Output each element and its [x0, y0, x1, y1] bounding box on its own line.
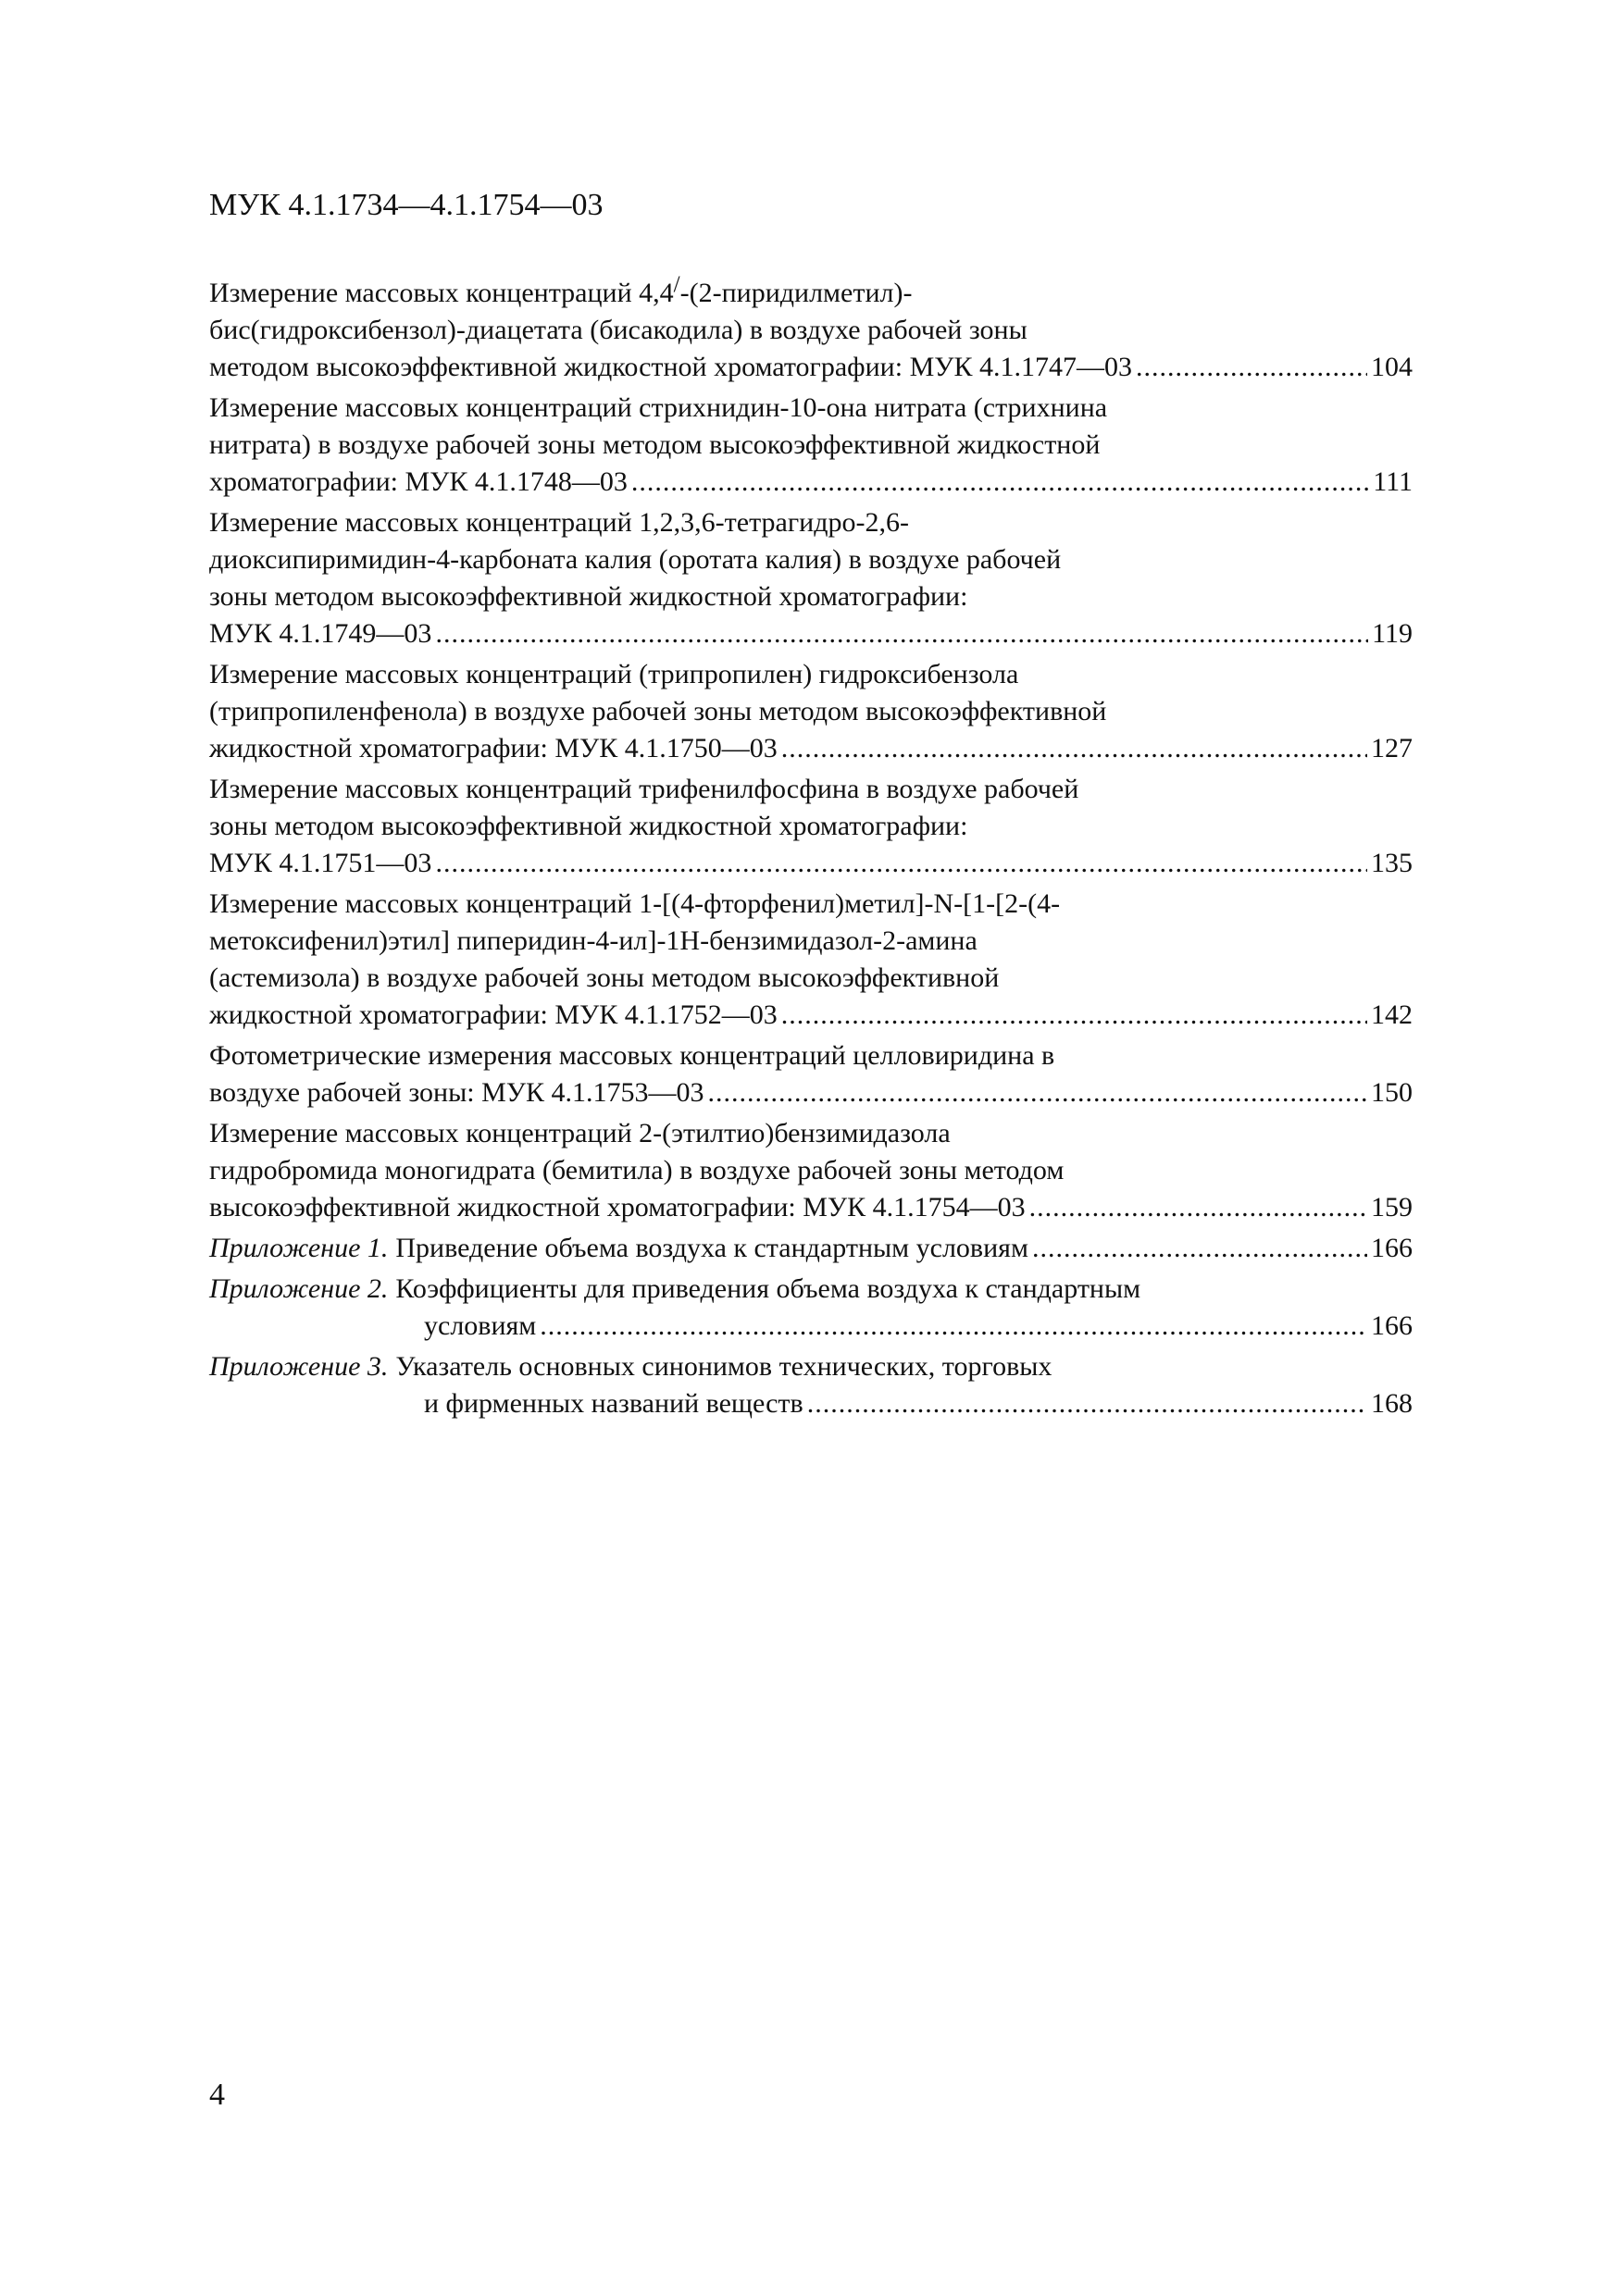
toc-entry-line: (астемизола) в воздухе рабочей зоны методом высокоэффективной: [209, 962, 1000, 993]
toc-entry-line: зоны методом высокоэффективной жидкостной хроматографии:: [209, 581, 968, 612]
toc-entry-line: диоксипиримидин-4-карбоната калия (оротата калия) в воздухе рабочей: [209, 544, 1062, 575]
toc-appendix-entry: [209, 1271, 1413, 1345]
dot-leader: [1032, 1230, 1367, 1267]
toc-entry-text: МУК 4.1.1749—03: [209, 618, 432, 649]
toc-entry-last-line: [209, 1074, 1413, 1111]
toc-entry-line: метоксифенил)этил] пиперидин-4-ил]-1Н-бензимидазол-2-амина: [209, 925, 978, 956]
toc-appendix-line: [209, 1271, 1413, 1308]
dot-leader: [781, 730, 1367, 767]
dot-leader: [1136, 349, 1367, 386]
toc-entry-text: Измерение массовых концентраций 4,4: [209, 278, 674, 308]
dot-leader: [631, 464, 1369, 501]
toc-page-number: 168: [1371, 1388, 1413, 1419]
dot-leader: [435, 845, 1367, 882]
toc-entry-line: (трипропиленфенола) в воздухе рабочей зоны методом высокоэффективной: [209, 696, 1107, 726]
toc-entry: [209, 504, 1413, 652]
toc-entry-line: Измерение массовых концентраций 1-[(4-фторфенил)метил]-N-[1-[2-(4-: [209, 888, 1061, 919]
toc-page-number: 104: [1371, 352, 1413, 382]
toc-entry: [209, 390, 1413, 501]
toc-appendix-entry: [209, 1230, 1413, 1267]
toc-page-number: 135: [1371, 848, 1413, 878]
toc-entry-line: зоны методом высокоэффективной жидкостной хроматографии:: [209, 811, 968, 841]
toc-entry-line: Измерение массовых концентраций стрихнидин-10-она нитрата (стрихнина: [209, 392, 1108, 423]
toc-page-number: 142: [1371, 999, 1413, 1030]
appendix-label: Приложение 2.: [209, 1273, 389, 1304]
toc-entry-line: гидробромида моногидрата (бемитила) в воздухе рабочей зоны методом: [209, 1155, 1065, 1185]
toc-entry-text: методом высокоэффективной жидкостной хроматографии: МУК 4.1.1747—03: [209, 352, 1132, 382]
toc-entry: [209, 267, 1413, 386]
toc-entry-last-line: [209, 997, 1413, 1034]
appendix-label: Приложение 1.: [209, 1233, 389, 1263]
toc-entry-text: и фирменных названий веществ: [424, 1388, 803, 1419]
toc-entry-last-line: [209, 730, 1413, 767]
dot-leader: [435, 615, 1368, 652]
toc-entry-line: Измерение массовых концентраций 1,2,3,6-тетрагидро-2,6-: [209, 507, 909, 538]
toc-entry-text: -(2-пиридилметил)-: [679, 278, 913, 308]
toc-page-number: 150: [1371, 1077, 1413, 1108]
toc-entry-last-line: [209, 349, 1413, 386]
toc-entry-text: воздухе рабочей зоны: МУК 4.1.1753—03: [209, 1077, 704, 1108]
toc-appendix-entry: [209, 1348, 1413, 1422]
toc-entry-text: высокоэффективной жидкостной хроматографии: МУК 4.1.1754—03: [209, 1192, 1026, 1222]
toc-entry-text: Коэффициенты для приведения объема воздуха к стандартным: [395, 1273, 1141, 1304]
toc-entry-text: условиям: [424, 1310, 537, 1341]
toc-entry: [209, 886, 1413, 1034]
toc-entry: [209, 1115, 1413, 1226]
toc-entry-last-line: [209, 1189, 1413, 1226]
dot-leader: [781, 997, 1367, 1034]
toc-entry-text: Указатель основных синонимов технических, торговых: [395, 1351, 1052, 1382]
toc-entry-line: [209, 267, 1413, 312]
toc-entry-superscript: /: [673, 272, 680, 297]
toc-page-number: 127: [1371, 733, 1413, 763]
toc-entry: [209, 1037, 1413, 1111]
toc-entry-text: Приведение объема воздуха к стандартным условиям: [395, 1233, 1028, 1263]
toc-page-number: 119: [1372, 618, 1413, 649]
toc-page-number: 166: [1371, 1310, 1413, 1341]
toc-page-number: 111: [1373, 466, 1413, 497]
appendix-label: Приложение 3.: [209, 1351, 389, 1382]
toc-entry-last-line: [209, 615, 1413, 652]
toc-appendix-last-line: [209, 1308, 1413, 1345]
toc-entry-text: хроматографии: МУК 4.1.1748—03: [209, 466, 628, 497]
toc-entry-text: жидкостной хроматографии: МУК 4.1.1750—03: [209, 733, 778, 763]
toc-entry-line: Измерение массовых концентраций трифенилфосфина в воздухе рабочей: [209, 774, 1079, 804]
toc-page-number: 166: [1371, 1233, 1413, 1263]
toc-entry-last-line: [209, 845, 1413, 882]
toc-entry-line: нитрата) в воздухе рабочей зоны методом высокоэффективной жидкостной: [209, 429, 1101, 460]
toc-appendix-last-line: [209, 1385, 1413, 1422]
dot-leader: [1029, 1189, 1367, 1226]
toc-entry-line: Измерение массовых концентраций 2-(этилтио)бензимидазола: [209, 1118, 951, 1148]
toc-entry: [209, 771, 1413, 882]
dot-leader: [540, 1308, 1367, 1345]
toc-entry: [209, 656, 1413, 767]
toc-entry-text: жидкостной хроматографии: МУК 4.1.1752—03: [209, 999, 778, 1030]
dot-leader: [807, 1385, 1367, 1422]
toc-entry-line: бис(гидроксибензол)-диацетата (бисакодила) в воздухе рабочей зоны: [209, 315, 1027, 345]
toc-entry-line: Фотометрические измерения массовых концентраций целловиридина в: [209, 1040, 1055, 1071]
toc-appendix-line: [209, 1348, 1413, 1385]
page-number: 4: [209, 2078, 225, 2112]
table-of-contents: [209, 267, 1413, 1426]
toc-appendix-line: [209, 1230, 1413, 1267]
toc-entry-last-line: [209, 464, 1413, 501]
toc-page-number: 159: [1371, 1192, 1413, 1222]
toc-entry-line: Измерение массовых концентраций (трипропилен) гидроксибензола: [209, 659, 1019, 689]
page-header: МУК 4.1.1734—4.1.1754—03: [209, 188, 604, 222]
toc-entry-text: МУК 4.1.1751—03: [209, 848, 432, 878]
dot-leader: [708, 1074, 1367, 1111]
